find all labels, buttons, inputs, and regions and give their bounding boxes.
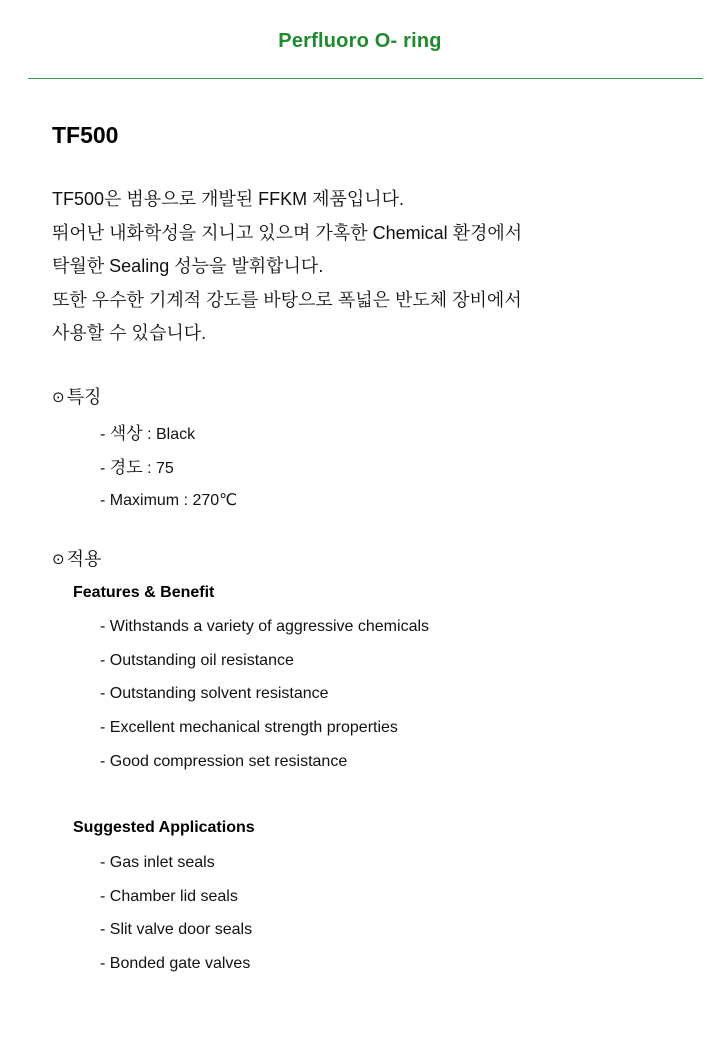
header-divider (28, 78, 703, 79)
spec-label: Maximum (109, 492, 180, 509)
circle-dot-icon: ⊙ (52, 551, 65, 568)
list-item: - Outstanding solvent resistance (100, 685, 329, 703)
intro-line: TF500은 범용으로 개발된 FFKM 제품입니다. (52, 189, 405, 209)
list-item: - Chamber lid seals (100, 887, 238, 905)
list-item: - Gas inlet seals (100, 854, 215, 871)
spec-list (100, 417, 237, 518)
list-item: - Withstands a variety of aggressive chemicals (100, 618, 430, 635)
list-item: - Outstanding oil resistance (100, 651, 294, 669)
list-item: - Good compression set resistance (100, 752, 348, 770)
spec-prefix: - (100, 492, 110, 509)
page-header-title: Perfluoro O- ring (278, 30, 442, 52)
application-section-heading (52, 545, 101, 571)
features-heading-text: 특징 (66, 387, 102, 407)
spec-value: : 75 (142, 459, 174, 477)
spec-item-color (100, 417, 237, 451)
intro-paragraph (52, 183, 672, 351)
intro-line: 탁월한 Sealing 성능을 발휘합니다. (52, 256, 324, 276)
list-item: - Slit valve door seals (100, 921, 253, 939)
features-benefit-title: Features & Benefit (73, 584, 215, 601)
spec-item-hardness (100, 451, 237, 485)
spec-label: 경도 (109, 457, 143, 477)
list-item: - Excellent mechanical strength properties (100, 719, 398, 737)
features-section-heading (52, 383, 101, 409)
list-item: - Bonded gate valves (100, 955, 251, 973)
suggested-applications-list (100, 846, 252, 981)
product-title: TF500 (52, 122, 119, 148)
spec-value: : Black (142, 426, 196, 443)
spec-item-max-temp (100, 484, 237, 518)
application-heading-text: 적용 (66, 549, 102, 569)
intro-line: 또한 우수한 기계적 강도를 바탕으로 폭넓은 반도체 장비에서 (52, 289, 522, 310)
spec-value: : 270℃ (179, 492, 238, 509)
intro-line: 사용할 수 있습니다. (52, 323, 207, 343)
intro-line: 뛰어난 내화학성을 지니고 있으며 가혹한 Chemical 환경에서 (52, 222, 523, 243)
circle-dot-icon: ⊙ (52, 389, 65, 406)
features-benefit-list (100, 610, 429, 778)
suggested-applications-title: Suggested Applications (73, 819, 255, 836)
spec-prefix: - (100, 459, 110, 477)
spec-prefix: - (100, 426, 110, 443)
spec-label: 색상 (109, 424, 143, 443)
